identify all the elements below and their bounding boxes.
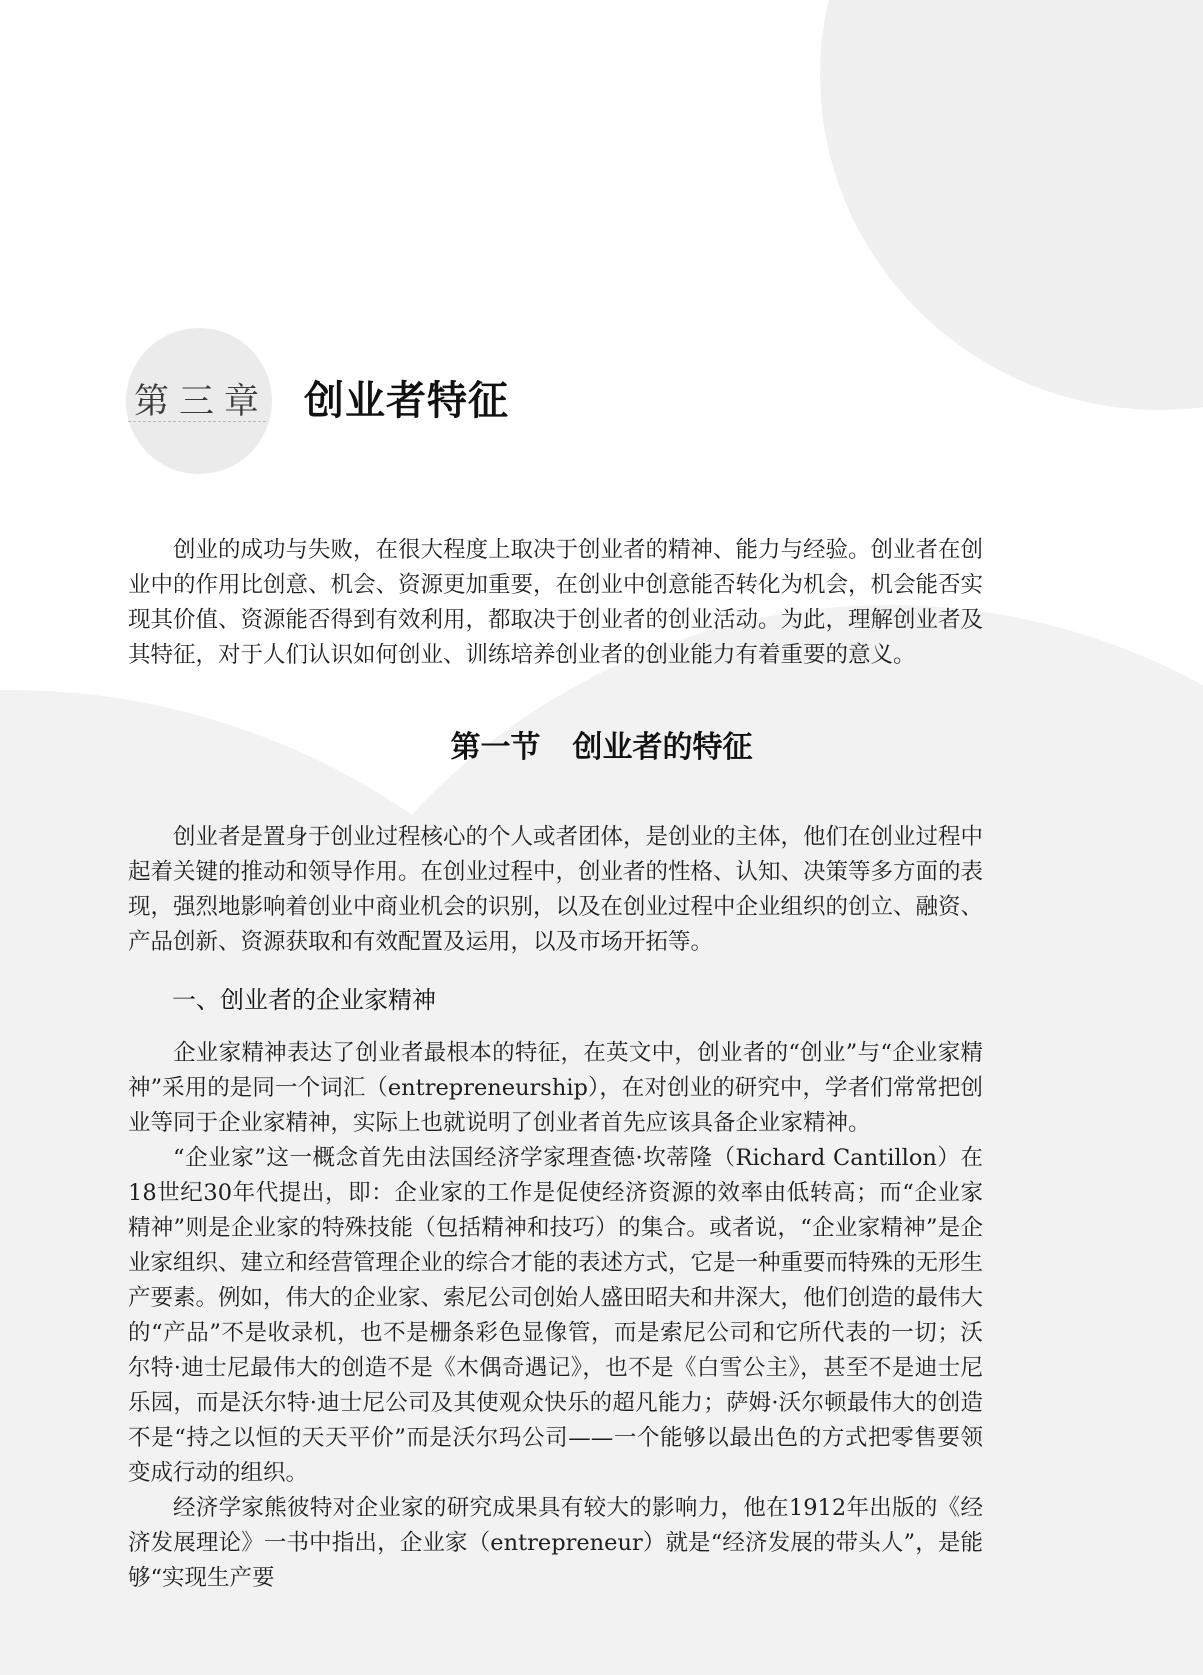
section-paragraph: 创业者是置身于创业过程核心的个人或者团体，是创业的主体，他们在创业过程中起着关键的推动和领导作用。在创业过程中，创业者的性格、认知、决策等多方面的表现，强烈地影响着创业中商业机会的识别，以及在创业过程中企业组织的创立、融资、产品创新、资源获取和有效配置及运用，以及市场开拓等。 xyxy=(128,824,984,955)
chapter-label-divider xyxy=(128,421,266,422)
intro-paragraph: 创业的成功与失败，在很大程度上取决于创业者的精神、能力与经验。创业者在创业中的作用比创意、机会、资源更加重要，在创业中创意能否转化为机会，机会能否实现其价值、资源能否得到有效利用，都取决于创业者的创业活动。为此，理解创业者及其特征，对于人们认识如何创业、训练培养创业者的创业能力有着重要的意义。 xyxy=(128,537,984,668)
section-text xyxy=(128,820,983,960)
body-paragraph: 经济学家熊彼特对企业家的研究成果具有较大的影响力，他在1912年出版的《经济发展理论》一书中指出，企业家（entrepreneur）就是“经济发展的带头人”，是能够“实现生产要 xyxy=(128,1495,983,1591)
chapter-title: 创业者特征 xyxy=(304,377,509,424)
intro-text xyxy=(128,533,983,673)
section-title: 创业者的特征 xyxy=(572,730,753,765)
section-heading xyxy=(0,728,1203,768)
subsection-text xyxy=(128,1036,983,1596)
body-paragraph: “企业家”这一概念首先由法国经济学家理查德·坎蒂隆（Richard Cantillon）在18世纪30年代提出，即：企业家的工作是促使经济资源的效率由低转高；而“企业家精神”则是企业家的特殊技能（包括精神和技巧）的集合。或者说，“企业家精神”是企业家组织、建立和经营管理企业的综合才能的表述方式，它是一种重要而特殊的无形生产要素。例如，伟大的企业家、索尼公司创始人盛田昭夫和井深大，他们创造的最伟大的“产品”不是收录机，也不是栅条彩色显像管，而是索尼公司和它所代表的一切；沃尔特·迪士尼最伟大的创造不是《木偶奇遇记》，也不是《白雪公主》，甚至不是迪士尼乐园，而是沃尔特·迪士尼公司及其使观众快乐的超凡能力；萨姆·沃尔顿最伟大的创造不是“持之以恒的天天平价”而是沃尔玛公司——一个能够以最出色的方式把零售要领变成行动的组织。 xyxy=(128,1145,984,1486)
subsection-heading: 一、创业者的企业家精神 xyxy=(172,986,436,1014)
section-number: 第一节 xyxy=(450,730,541,765)
body-paragraph: 企业家精神表达了创业者最根本的特征，在英文中，创业者的“创业”与“企业家精神”采用的是同一个词汇（entrepreneurship），在对创业的研究中，学者们常常把创业等同于企业家精神，实际上也就说明了创业者首先应该具备企业家精神。 xyxy=(128,1040,983,1136)
chapter-label: 第三章 xyxy=(134,382,270,422)
decorative-circle-top-right xyxy=(820,0,1203,410)
